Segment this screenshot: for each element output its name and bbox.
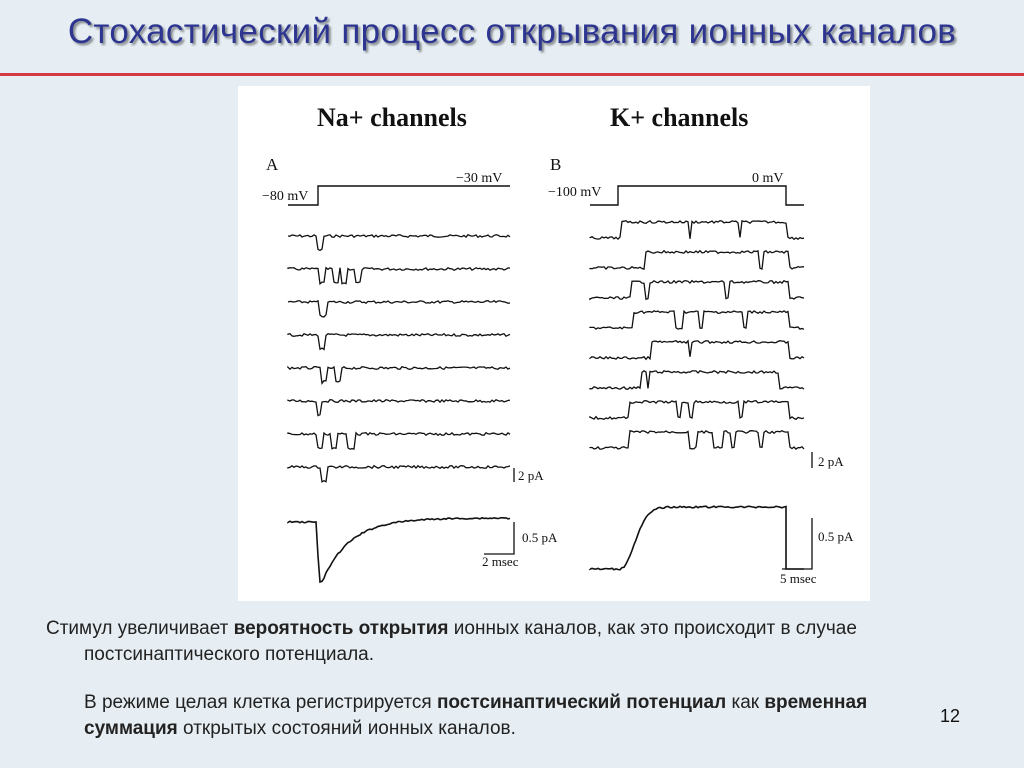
na-trace: [288, 334, 510, 350]
panel-b-time-scale-label: 5 msec: [780, 571, 817, 586]
panel-a-step-label: −30 mV: [456, 171, 503, 186]
panel-b-step-label: 0 mV: [752, 171, 784, 186]
k-trace: [590, 371, 804, 389]
panel-b-single-channel-traces: [590, 221, 804, 450]
k-trace: [590, 431, 804, 450]
panel-b-holding-label: −100 mV: [548, 185, 602, 200]
p2-emphasis-1: постсинаптический потенциал: [436, 692, 727, 713]
p1-text-a: Стимул увеличивает: [46, 618, 234, 639]
panel-b-sum-scale-label: 0.5 pA: [818, 529, 854, 544]
na-trace: [288, 301, 510, 317]
panel-a-trace-scale-label: 2 pA: [518, 468, 544, 483]
slide-body: [46, 616, 966, 742]
panel-a-letter: A: [266, 155, 279, 174]
panel-a-title: Na+ channels: [317, 103, 467, 132]
k-trace: [590, 311, 804, 329]
panel-b-trace-scale-label: 2 pA: [818, 454, 844, 469]
na-trace: [288, 268, 510, 284]
k-trace: [590, 221, 804, 240]
panel-a-time-scale-label: 2 msec: [482, 554, 519, 569]
p1-text-c: ионных каналов, как это происходит в случае постсинаптического потенциала.: [84, 618, 857, 665]
recordings-svg: [238, 86, 870, 601]
na-trace: [288, 466, 510, 482]
panel-a-sum-scale-bar: [484, 522, 514, 554]
k-trace: [590, 401, 804, 420]
k-trace: [590, 341, 804, 360]
p1-emphasis: вероятность открытия: [233, 618, 449, 639]
p2-text-e: открытых состояний ионных каналов.: [177, 718, 516, 739]
panel-b-title: K+ channels: [610, 103, 749, 132]
paragraph-summation: [46, 690, 966, 742]
p2-emphasis-2: временная суммация: [84, 692, 868, 739]
panel-b-summed-current: [590, 506, 804, 570]
slide-title: Стохастический процесс открывания ионных каналов: [67, 12, 957, 51]
paragraph-probability: [46, 616, 966, 668]
panel-b-voltage-step: [590, 186, 804, 205]
panel-a-sum-scale-label: 0.5 pA: [522, 530, 558, 545]
panel-a-voltage-step: [288, 186, 510, 205]
p2-text-c: как: [726, 692, 765, 713]
na-trace: [288, 400, 510, 416]
panel-a-holding-label: −80 mV: [262, 189, 309, 204]
title-divider: [0, 73, 1024, 76]
na-trace: [288, 235, 510, 251]
page-number: 12: [940, 706, 961, 726]
figure-channel-recordings: [238, 86, 870, 601]
k-trace: [590, 281, 804, 300]
k-trace: [590, 251, 804, 269]
p2-text-a: В режиме целая клетка регистрируется: [84, 692, 437, 713]
panel-a-summed-current: [288, 518, 510, 582]
panel-b-letter: B: [550, 155, 562, 174]
panel-a-single-channel-traces: [288, 235, 510, 482]
na-trace: [288, 433, 510, 450]
na-trace: [288, 367, 510, 384]
